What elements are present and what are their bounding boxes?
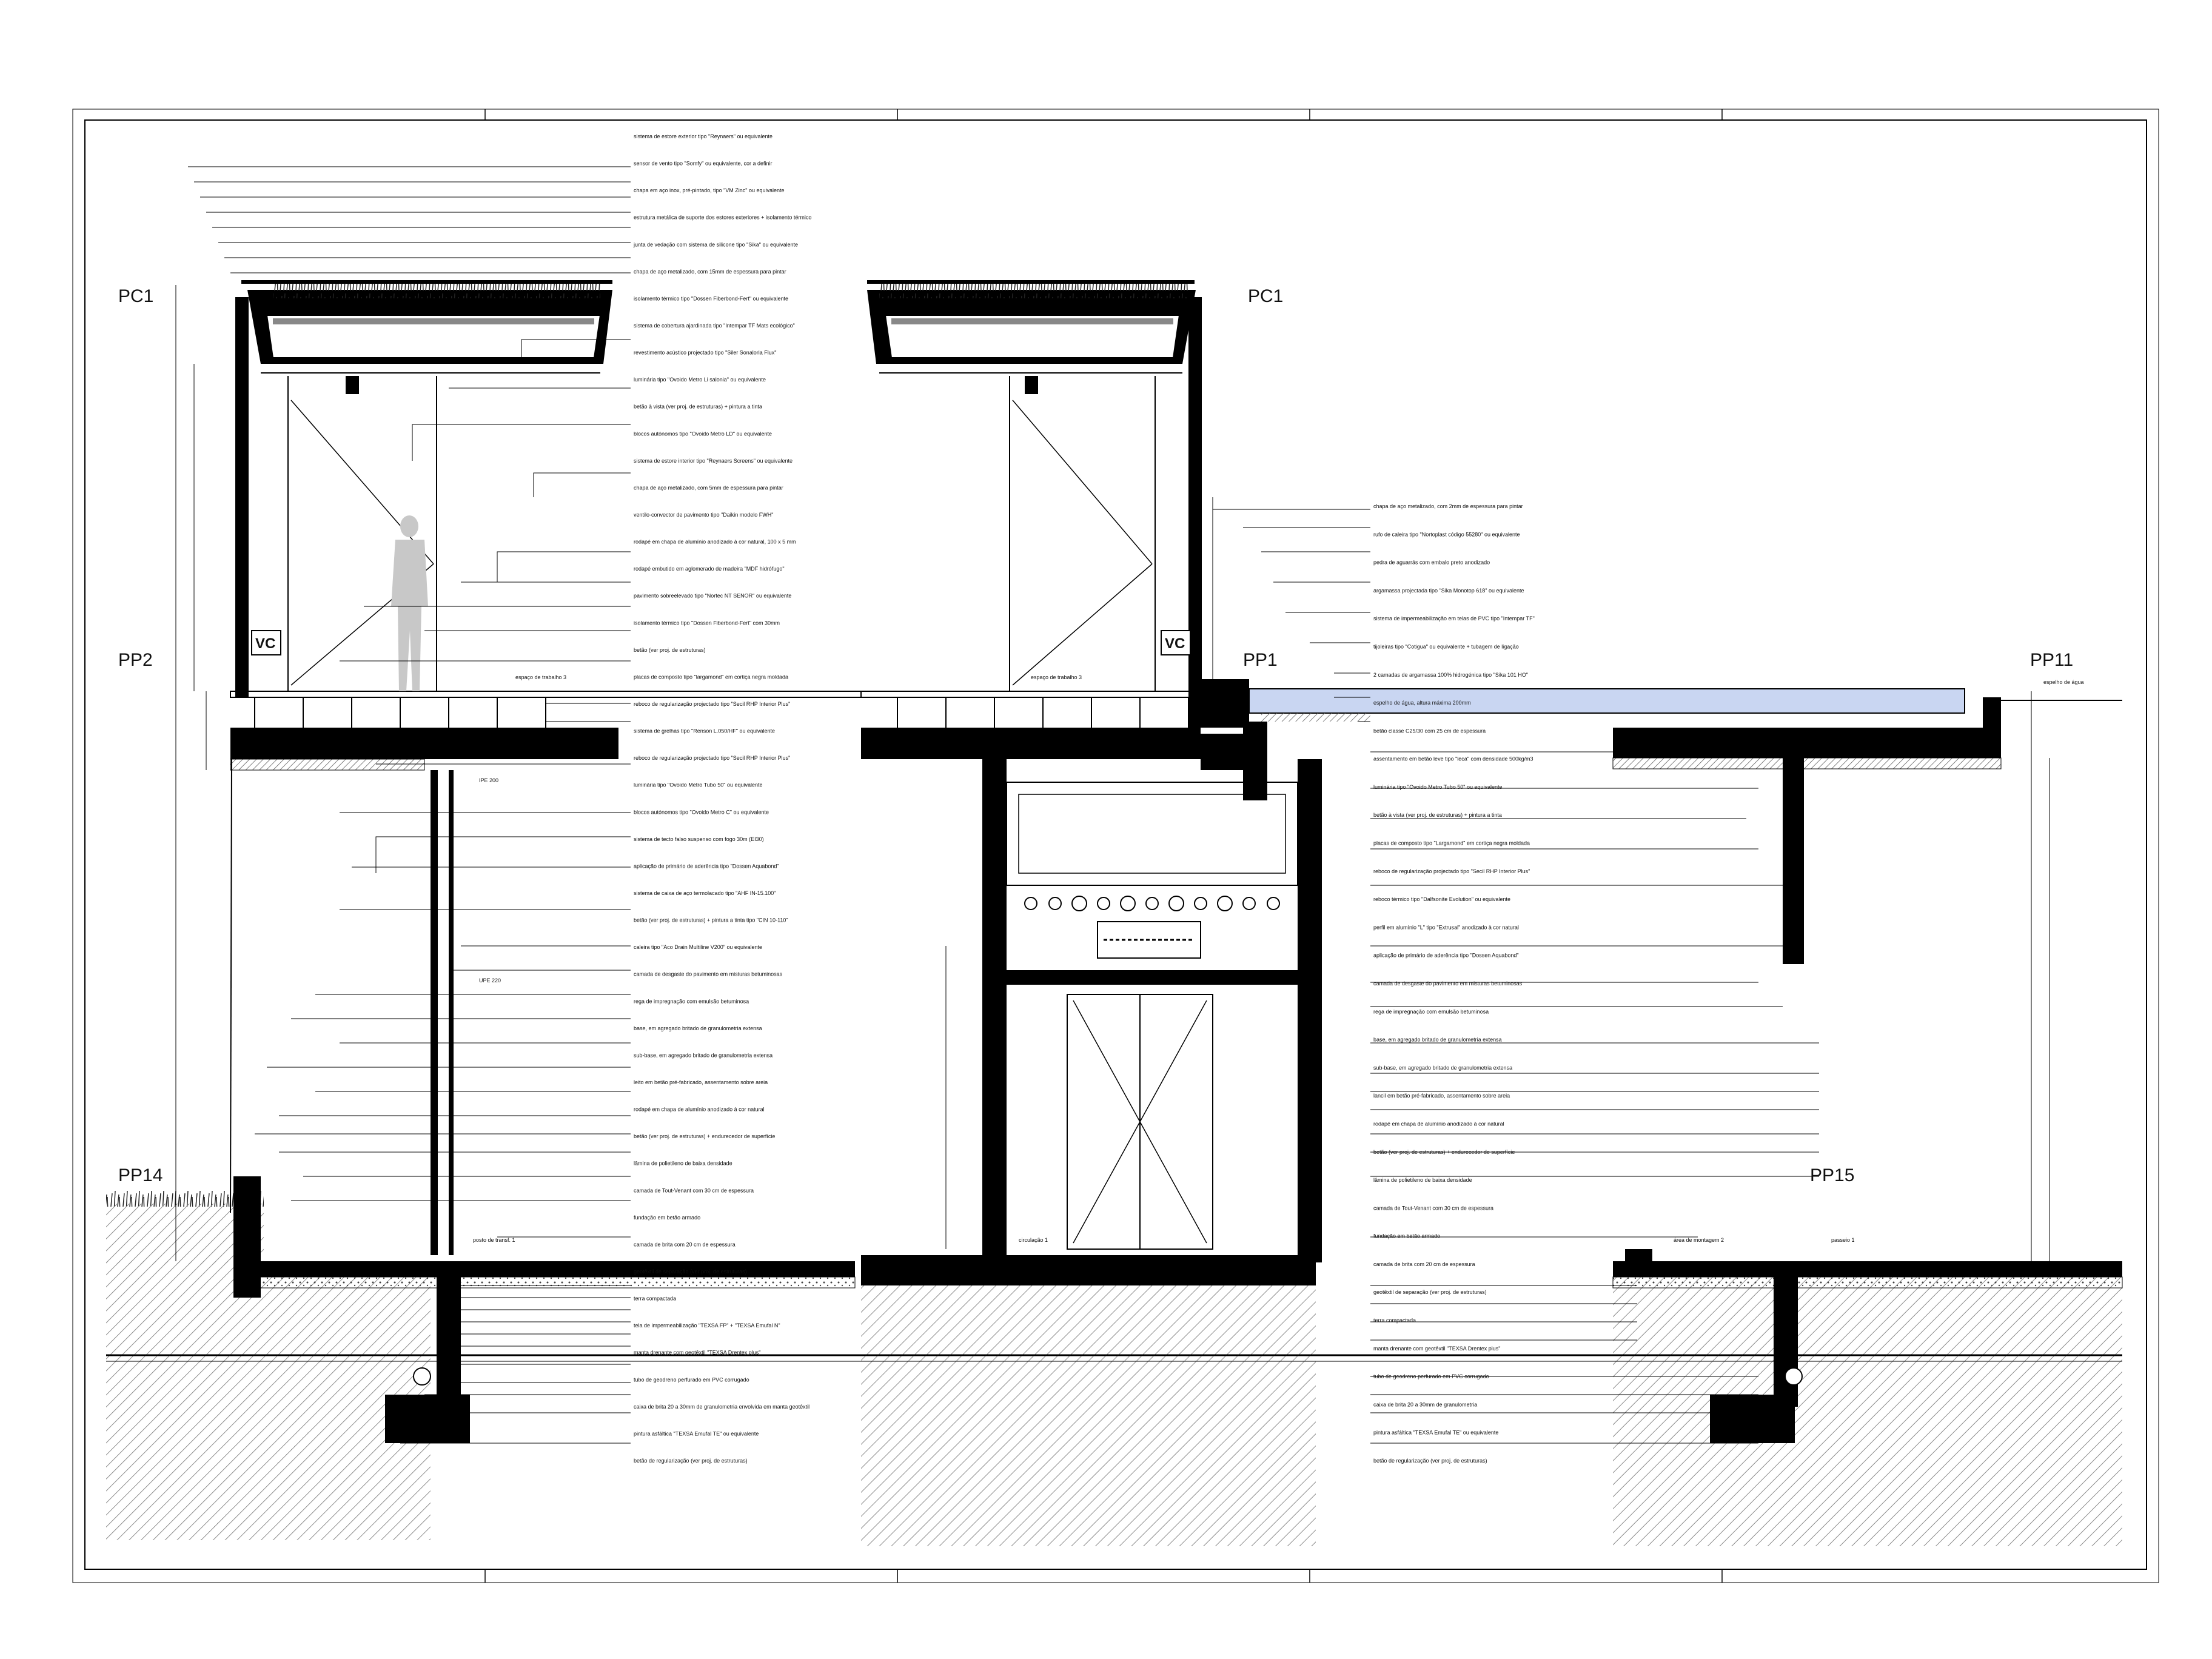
note-center-14: chapa de aço metalizado, com 5mm de espessura para pintar bbox=[634, 484, 783, 491]
human-figure bbox=[391, 515, 428, 691]
note-center-26: blocos autónomos tipo "Ovoido Metro C" ou equivalente bbox=[634, 809, 769, 816]
note-center-6: chapa de aço metalizado, com 15mm de espessura para pintar bbox=[634, 268, 786, 275]
note-center-3: chapa em aço inox, pré-pintado, tipo "VM Zinc" ou equivalente bbox=[634, 187, 785, 194]
note-right-35: betão de regularização (ver proj. de estruturas) bbox=[1373, 1458, 1487, 1464]
left-exterior-structure bbox=[230, 758, 454, 1255]
note-right-17: aplicação de primário de aderência tipo "Dossen Aquabond" bbox=[1373, 952, 1519, 959]
note-center-17: rodapé embutido em aglomerado de madeira "MDF hidrófugo" bbox=[634, 566, 785, 572]
label-pc1-right: PC1 bbox=[1248, 286, 1284, 306]
note-center-33: rega de impregnação com emulsão betuminosa bbox=[634, 998, 749, 1005]
note-right-13: placas de composto tipo "Largamond" em cortiça negra moldada bbox=[1373, 840, 1530, 846]
note-center-25: luminária tipo "Ovoido Metro Tubo 50" ou equivalente bbox=[634, 782, 763, 788]
note-center-11: betão à vista (ver proj. de estruturas) + pintura a tinta bbox=[634, 403, 762, 410]
label-espaco-trabalho-left: espaço de trabalho 3 bbox=[515, 674, 567, 680]
label-pp2: PP2 bbox=[118, 650, 153, 670]
equipment-dials bbox=[1025, 896, 1279, 911]
note-center-49: pintura asfáltica "TEXSA Emufal TE" ou equivalente bbox=[634, 1430, 759, 1437]
label-pp11: PP11 bbox=[2030, 650, 2074, 670]
note-center-10: luminária tipo "Ovoido Metro Li salonia" ou equivalente bbox=[634, 377, 766, 383]
note-right-5: sistema de impermeabilização em telas de PVC tipo "Intempar TF" bbox=[1373, 615, 1535, 622]
note-center-7: isolamento térmico tipo "Dossen Fiberbond-Fert" ou equivalente bbox=[634, 295, 789, 302]
note-center-38: betão (ver proj. de estruturas) + endurecedor de superfície bbox=[634, 1133, 776, 1140]
note-right-2: rufo de caleira tipo "Nortoplast código 55280" ou equivalente bbox=[1373, 531, 1520, 538]
label-vc-right: VC bbox=[1165, 635, 1185, 652]
note-right-31: manta drenante com geotêxtil "TEXSA Drentex plus" bbox=[1373, 1345, 1501, 1352]
note-right-6: tijoleiras tipo "Cotigua" ou equivalente + tubagem de ligação bbox=[1373, 643, 1519, 650]
note-center-5: junta de vedação com sistema de silicone tipo "Sika" ou equivalente bbox=[634, 241, 799, 248]
note-center-4: estrutura metálica de suporte dos estores exteriores + isolamento térmico bbox=[634, 214, 812, 221]
note-center-47: tubo de geodreno perfurado em PVC corrugado bbox=[634, 1376, 749, 1383]
note-center-35: sub-base, em agregado britado de granulometria extensa bbox=[634, 1052, 773, 1059]
note-right-8: espelho de água, altura máxima 200mm bbox=[1373, 700, 1471, 706]
note-right-1: chapa de aço metalizado, com 2mm de espessura para pintar bbox=[1373, 503, 1523, 509]
note-right-14: reboco de regularização projectado tipo "Secil RHP Interior Plus" bbox=[1373, 868, 1530, 874]
note-center-32: camada de desgaste do pavimento em misturas betuminosas bbox=[634, 971, 783, 977]
note-center-24: reboco de regularização projectado tipo "Secil RHP Interior Plus" bbox=[634, 755, 791, 762]
note-right-11: luminária tipo "Ovoido Metro Tubo 50" ou equivalente bbox=[1373, 783, 1503, 790]
note-center-34: base, em agregado britado de granulometria extensa bbox=[634, 1025, 762, 1031]
note-center-36: leito em betão pré-fabricado, assentamento sobre areia bbox=[634, 1079, 768, 1085]
label-pc1-left: PC1 bbox=[118, 286, 154, 306]
note-center-39: lâmina de polietileno de baixa densidade bbox=[634, 1160, 732, 1167]
note-right-29: geotêxtil de separação (ver proj. de estruturas) bbox=[1373, 1289, 1487, 1296]
note-center-13: sistema de estore interior tipo "Reynaers Screens" ou equivalente bbox=[634, 457, 793, 464]
label-espelho-agua: espelho de água bbox=[2043, 679, 2084, 685]
label-passeio: passeio 1 bbox=[1831, 1237, 1855, 1243]
note-right-23: rodapé em chapa de alumínio anodizado à cor natural bbox=[1373, 1121, 1504, 1127]
note-right-21: sub-base, em agregado britado de granulometria extensa bbox=[1373, 1064, 1513, 1071]
note-right-34: pintura asfáltica "TEXSA Emufal TE" ou equivalente bbox=[1373, 1429, 1499, 1436]
note-right-10: assentamento em betão leve tipo "leca" com densidade 500kg/m3 bbox=[1373, 756, 1533, 762]
note-center-42: camada de brita com 20 cm de espessura bbox=[634, 1241, 736, 1248]
note-center-41: fundação em betão armado bbox=[634, 1214, 701, 1221]
note-right-24: betão (ver proj. de estruturas) + endurecedor de superfície bbox=[1373, 1148, 1515, 1155]
note-right-16: perfil em alumínio "L" tipo "Extrusal" anodizado à cor natural bbox=[1373, 924, 1519, 931]
note-center-9: revestimento acústico projectado tipo "Siler Sonaloria Flux" bbox=[634, 349, 777, 356]
note-right-18: camada de desgaste do pavimento em misturas betuminosas bbox=[1373, 980, 1523, 987]
note-right-12: betão à vista (ver proj. de estruturas) + pintura a tinta bbox=[1373, 812, 1502, 819]
label-pp14: PP14 bbox=[118, 1165, 163, 1185]
note-right-19: rega de impregnação com emulsão betuminosa bbox=[1373, 1008, 1489, 1015]
note-right-26: camada de Tout-Venant com 30 cm de espessura bbox=[1373, 1205, 1493, 1212]
note-right-7: 2 camadas de argamassa 100% hidrogénica tipo "Sika 101 HO" bbox=[1373, 671, 1529, 678]
note-center-43: geotêxtil de separação (ver proj. de estruturas) bbox=[634, 1269, 747, 1275]
central-core bbox=[982, 759, 1322, 1262]
note-right-32: tubo de geodreno perfurado em PVC corrugado bbox=[1373, 1373, 1489, 1380]
note-center-44: terra compactada bbox=[634, 1295, 677, 1302]
note-center-27: sistema de tecto falso suspenso com fogo 30m (EI30) bbox=[634, 836, 764, 842]
label-area-montagem: área de montagem 2 bbox=[1674, 1237, 1724, 1243]
label-pp15: PP15 bbox=[1810, 1165, 1855, 1185]
note-center-46: manta drenante com geotêxtil "TEXSA Drentex plus" bbox=[634, 1349, 761, 1356]
note-right-30: terra compactada bbox=[1373, 1317, 1416, 1324]
annotation-notes-right bbox=[1373, 503, 1535, 1464]
note-right-25: lâmina de polietileno de baixa densidade bbox=[1373, 1177, 1472, 1184]
note-center-29: sistema de caixa de aço termolacado tipo "AHF IN-15.100" bbox=[634, 890, 776, 896]
note-right-33: caixa de brita 20 a 30mm de granulometria bbox=[1373, 1401, 1478, 1408]
note-right-20: base, em agregado britado de granulometria extensa bbox=[1373, 1036, 1502, 1043]
note-center-20: betão (ver proj. de estruturas) bbox=[634, 646, 706, 653]
note-right-4: argamassa projectada tipo "Sika Monotop 618" ou equivalente bbox=[1373, 587, 1524, 594]
label-espaco-trabalho-right: espaço de trabalho 3 bbox=[1031, 674, 1082, 680]
note-right-28: camada de brita com 20 cm de espessura bbox=[1373, 1261, 1475, 1267]
label-ipe200: IPE 200 bbox=[479, 777, 499, 783]
note-center-18: pavimento sobreelevado tipo "Nortec NT SENOR" ou equivalente bbox=[634, 592, 792, 599]
note-center-22: reboco de regularização projectado tipo "Secil RHP Interior Plus" bbox=[634, 701, 791, 707]
label-posto-transf: posto de transf. 1 bbox=[473, 1237, 515, 1243]
note-right-3: pedra de aguarrás com embalo preto anodizado bbox=[1373, 559, 1490, 566]
note-center-21: placas de composto tipo "largamond" em cortiça negra moldada bbox=[634, 674, 789, 680]
note-center-12: blocos autónomos tipo "Ovoido Metro LD" ou equivalente bbox=[634, 431, 773, 437]
right-wing bbox=[1188, 679, 2122, 964]
note-right-15: reboco térmico tipo "Dalfsonite Evolution" ou equivalente bbox=[1373, 896, 1511, 903]
label-upe220: UPE 220 bbox=[479, 977, 501, 984]
note-right-27: fundação em betão armado bbox=[1373, 1233, 1441, 1239]
note-center-19: isolamento térmico tipo "Dossen Fiberbond-Fert" com 30mm bbox=[634, 620, 780, 626]
label-pp1: PP1 bbox=[1243, 650, 1278, 670]
note-center-1: sistema de estore exterior tipo "Reynaers" ou equivalente bbox=[634, 133, 773, 139]
note-center-50: betão de regularização (ver proj. de estruturas) bbox=[634, 1458, 748, 1464]
label-circulacao: circulação 1 bbox=[1019, 1237, 1048, 1243]
ground-slabs bbox=[258, 1255, 2122, 1288]
note-center-40: camada de Tout-Venant com 30 cm de espessura bbox=[634, 1187, 754, 1194]
note-center-45: tela de impermeabilização "TEXSA FP" + "TEXSA Emufal N" bbox=[634, 1322, 780, 1329]
note-right-22: lancil em betão pré-fabricado, assentamento sobre areia bbox=[1373, 1093, 1510, 1099]
label-vc-left: VC bbox=[255, 635, 276, 652]
note-center-16: rodapé em chapa de alumínio anodizado à cor natural, 100 x 5 mm bbox=[634, 538, 796, 545]
note-center-28: aplicação de primário de aderência tipo "Dossen Aquabond" bbox=[634, 863, 779, 870]
note-center-37: rodapé em chapa de alumínio anodizado à cor natural bbox=[634, 1106, 765, 1113]
note-center-8: sistema de cobertura ajardinada tipo "Intempar TF Mats ecológico" bbox=[634, 323, 795, 329]
note-center-2: sensor de vento tipo "Somfy" ou equivalente, cor a definir bbox=[634, 160, 773, 167]
note-center-15: ventilo-convector de pavimento tipo "Daikin modelo FWH" bbox=[634, 512, 774, 518]
note-center-48: caixa de brita 20 a 30mm de granulometria envolvida em manta geotêxtil bbox=[634, 1403, 810, 1410]
note-center-23: sistema de grelhas tipo "Renson L.050/HF" ou equivalente bbox=[634, 728, 776, 734]
note-right-9: betão classe C25/30 com 25 cm de espessura bbox=[1373, 728, 1486, 734]
note-center-31: caleira tipo "Aco Drain Multiline V200" ou equivalente bbox=[634, 944, 763, 951]
note-center-30: betão (ver proj. de estruturas) + pintura a tinta tipo "CIN 10-110" bbox=[634, 917, 788, 923]
